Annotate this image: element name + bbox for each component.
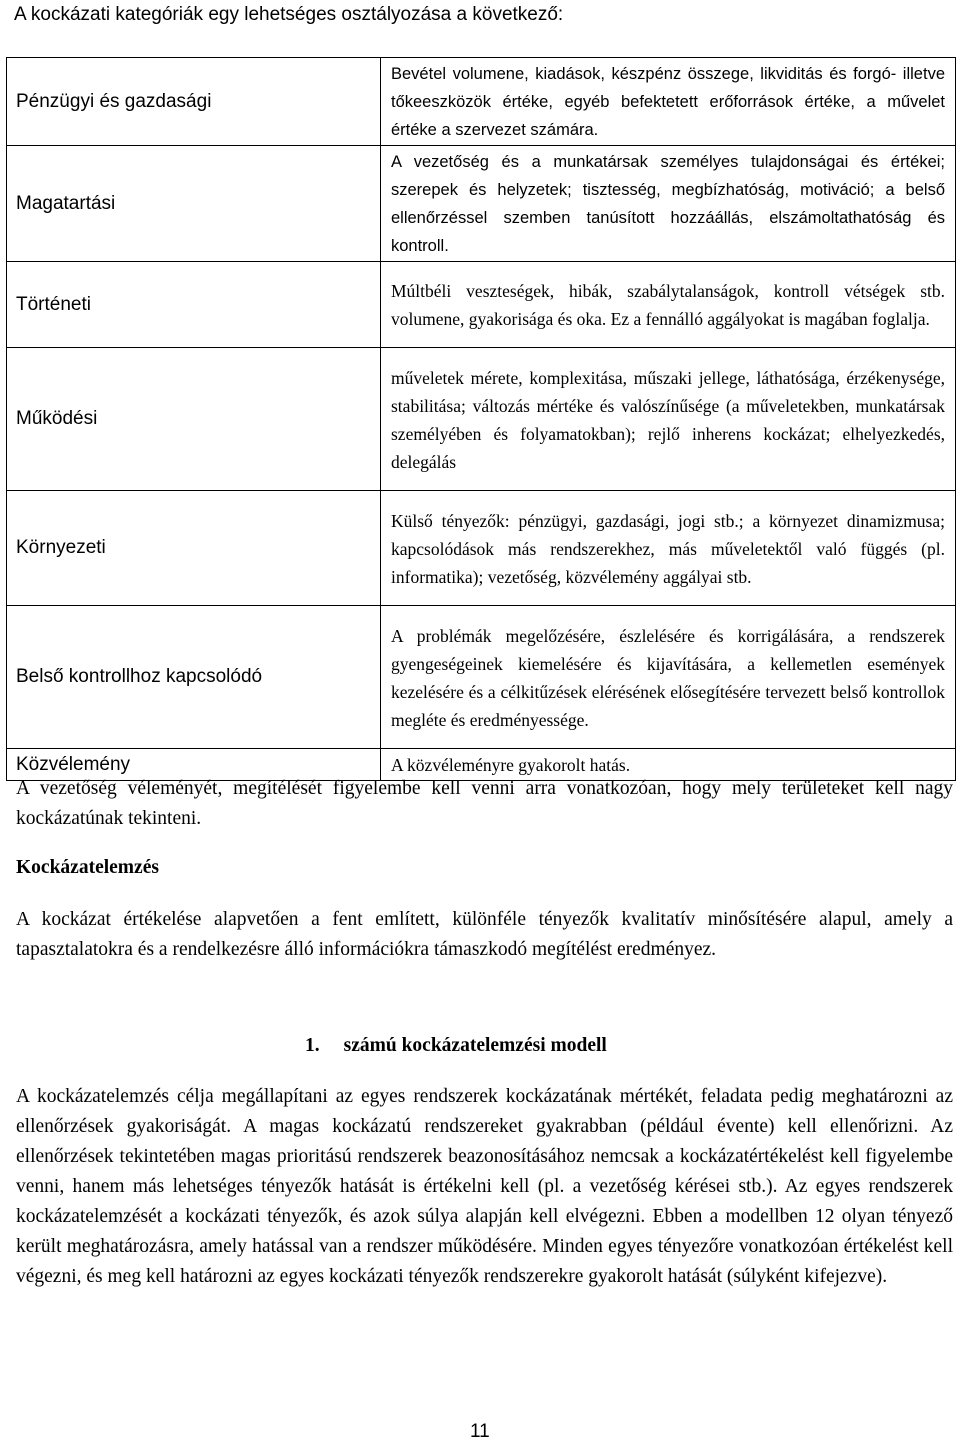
risk-category-table (6, 57, 956, 781)
table-row (7, 491, 956, 606)
table-row (7, 146, 956, 262)
description-cell: Múltbéli veszteségek, hibák, szabálytalanságok, kontroll vétségek stb. volumene, gyakorisága és oka. Ez a fennálló aggályokat is magában foglalja. (381, 262, 956, 348)
category-cell: Pénzügyi és gazdasági (7, 58, 381, 146)
model-title (305, 1035, 607, 1057)
category-cell: Történeti (7, 262, 381, 348)
description-cell: Bevétel volumene, kiadások, készpénz összege, likviditás és forgó- illetve tőkeeszközök értéke, egyéb befektetett erőforrások értéke, a művelet értéke a szervezet számára. (381, 58, 956, 146)
category-cell: Működési (7, 348, 381, 491)
category-cell: Belső kontrollhoz kapcsolódó (7, 606, 381, 749)
model-number: 1. (305, 1035, 320, 1056)
description-cell: A közvéleményre gyakorolt hatás. (381, 749, 956, 781)
model-title-text: számú kockázatelemzési modell (343, 1035, 607, 1056)
description-cell: Külső tényezők: pénzügyi, gazdasági, jogi stb.; a környezet dinamizmusa; kapcsolódások más rendszerekhez, más műveletektől való függés (pl. informatika); vezetőség, közvélemény aggályai stb. (381, 491, 956, 606)
intro-text: A kockázati kategóriák egy lehetséges osztályozása a következő: (14, 4, 564, 25)
description-cell: műveletek mérete, komplexitása, műszaki jellege, láthatósága, érzékenysége, stabilitása; változás mértéke és valószínűsége (a műveletekben, munkatársak személyében és folyamatokban); rejlő inherens kockázat; elhelyezkedés, delegálás (381, 348, 956, 491)
paragraph-management-opinion: A vezetőség véleményét, megítélését figyelembe kell venni arra vonatkozóan, hogy mely területeket kell nagy kockázatúnak tekinteni. (16, 778, 953, 829)
page-number: 11 (470, 1421, 490, 1442)
section-heading: Kockázatelemzés (16, 857, 159, 878)
table-row (7, 262, 956, 348)
category-cell: Közvélemény (7, 749, 381, 781)
description-cell: A vezetőség és a munkatársak személyes tulajdonságai és értékei; szerepek és helyzetek; tisztesség, megbízhatóság, motiváció; a belső ellenőrzéssel szemben tanúsított hozzáállás, elszámoltathatóság és kontroll. (381, 146, 956, 262)
category-cell: Magatartási (7, 146, 381, 262)
paragraph-risk-analysis: A kockázatelemzés célja megállapítani az egyes rendszerek kockázatának mértékét, feladata pedig meghatározni az ellenőrzések gyakoriságát. A magas kockázatú rendszereket gyakrabban (például évente) kell ellenőrizni. Az ellenőrzések tekintetében magas prioritású rendszerek beazonosításához nemcsak a kockázatértékelést kell figyelembe venni, hanem más lehetséges tényezők hatását is értékelni kell (pl. a vezetőség kérései stb.). Az egyes rendszerek kockázatelemzését a kockázati tényezők, és azok súlya alapján kell elvégezni. Ebben a modellben 12 olyan tényező került meghatározásra, amely hatással van a rendszer működésére. Minden egyes tényezőre vonatkozóan értékelést kell végezni, és meg kell határozni az egyes kockázati tényezők rendszerekre gyakorolt hatását (súlyként kifejezve). (16, 1086, 953, 1287)
category-cell: Környezeti (7, 491, 381, 606)
table-row (7, 348, 956, 491)
table-row (7, 606, 956, 749)
table-row (7, 58, 956, 146)
description-cell: A problémák megelőzésére, észlelésére és korrigálására, a rendszerek gyengeségeinek kiemelésére és kijavítására, a kellemetlen események kezelésére és a célkitűzések elérésének elősegítésére tervezett belső kontrollok megléte és eredményessége. (381, 606, 956, 749)
paragraph-risk-evaluation: A kockázat értékelése alapvetően a fent említett, különféle tényezők kvalitatív minősítésére alapul, amely a tapasztalatokra és a rendelkezésre álló információkra támaszkodó megítélést eredményez. (16, 909, 953, 960)
